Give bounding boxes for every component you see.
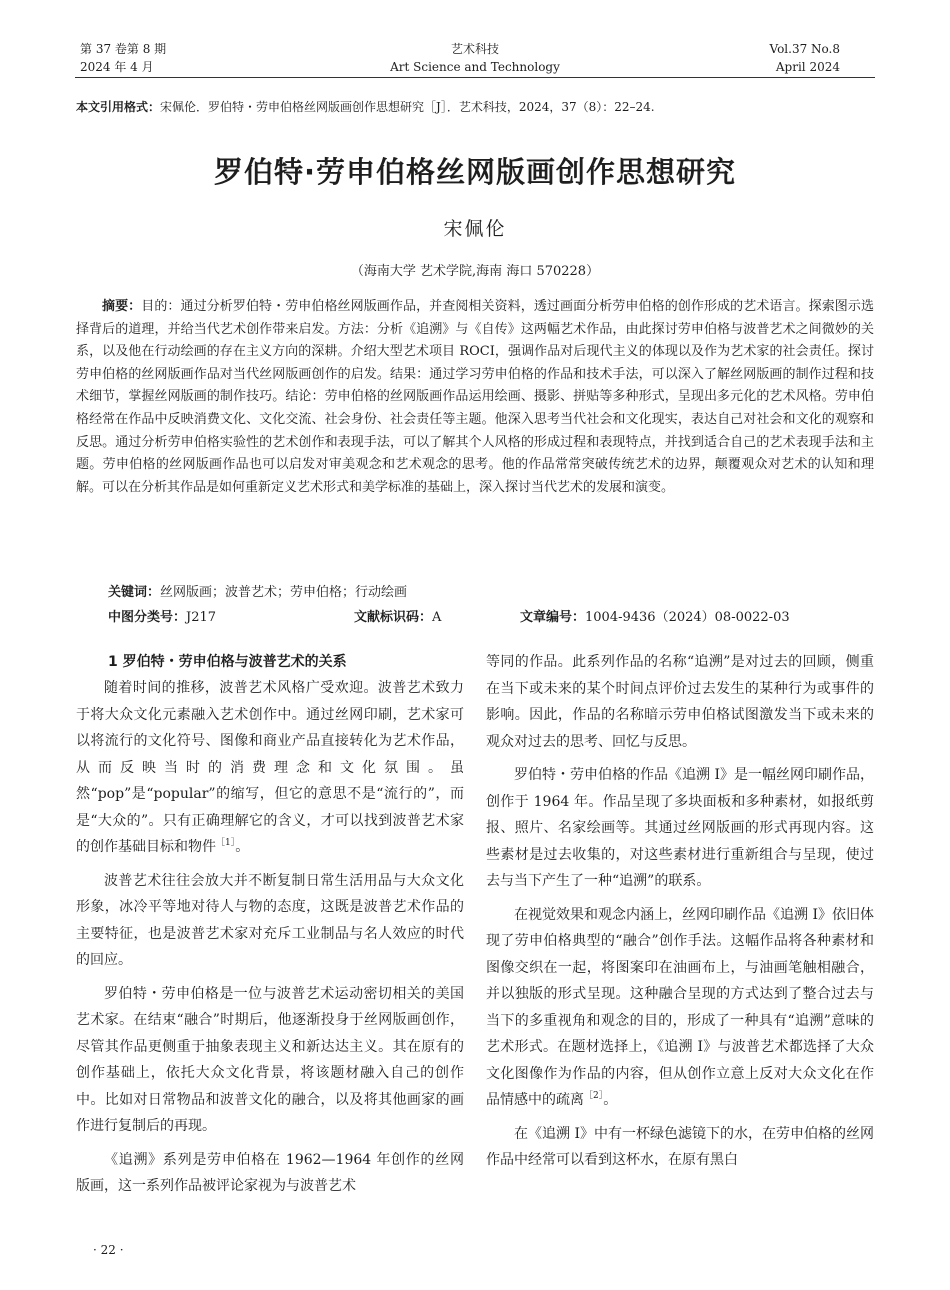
header-journal-cn: 艺术科技 — [450, 42, 499, 56]
clc-item — [108, 607, 216, 629]
body-paragraph: 罗伯特・劳申伯格的作品《追溯 I》是一幅丝网印刷作品，创作于 1964 年。作品呈现了多块面板和多种素材，如报纸剪报、照片、名家绘画等。其通过丝网版画的形式再现内容。这些素材是过去收集的，对这些素材进行重新组合与呈现，使过去与当下产生了一种“追溯”的联系。 — [486, 767, 874, 889]
section-heading: 1 罗伯特・劳申伯格与波普艺术的关系 — [108, 654, 347, 670]
article-number-label: 文章编号： — [520, 610, 586, 625]
reference-marker: ［2］ — [584, 1091, 604, 1101]
citation-line — [76, 98, 874, 116]
paper-author: 宋佩伦 — [443, 218, 507, 240]
body-paragraph: 《追溯》系列是劳申伯格在 1962—1964 年创作的丝网版画，这一系列作品被评论家视为与波普艺术 — [76, 1151, 464, 1194]
abstract — [76, 296, 874, 499]
header-journal — [375, 40, 575, 76]
abstract-text: 目的：通过分析罗伯特・劳申伯格丝网版画作品，并查阅相关资料，透过画面分析劳申伯格的创作形成的艺术语言。探索图示选择背后的道理，并给当代艺术创作带来启发。方法：分析《追溯》与《自传》这两幅艺术作品，由此探讨劳申伯格与波普艺术之间微妙的关系，以及他在行动绘画的存在主义方向的深耕。介绍大型艺术项目 ROCI，强调作品对后现代主义的体现以及作为艺术家的社会责任。探讨劳申伯格的丝网版画作品对当代丝网版画创作的启发。结果：通过学习劳申伯格的作品和技术手法，可以深入了解丝网版画的制作过程和技术细节，掌握丝网版画的制作技巧。结论：劳申伯格的丝网版画作品运用绘画、摄影、拼贴等多种形式，呈现出多元化的艺术风格。劳申伯格经常在作品中反映消费文化、文化交流、社会身份、社会责任等主题。他深入思考当代社会和文化现实，表达自己对社会和文化的观察和反思。通过分析劳申伯格实验性的艺术创作和表现手法，可以了解其个人风格的形成过程和表现特点，并找到适合自己的艺术表现手法和主题。劳申伯格的丝网版画作品也可以启发对审美观念和艺术观念的思考。他的作品常常突破传统艺术的边界，颠覆观众对艺术的认知和理解。可以在分析其作品是如何重新定义艺术形式和美学标准的基础上，深入探讨当代艺术的发展和演变。 — [76, 299, 874, 495]
body-paragraph: 在《追溯 I》中有一杯绿色滤镜下的水，在劳申伯格的丝网作品中经常可以看到这杯水，在原有黑白 — [486, 1125, 874, 1168]
header-journal-en: Art Science and Technology — [390, 60, 560, 74]
keywords — [108, 582, 874, 604]
doc-code-label: 文献标识码： — [354, 610, 433, 625]
doc-code-value: A — [432, 610, 442, 625]
body-paragraph: 波普艺术往往会放大并不断复制日常生活用品与大众文化形象，冰冷平等地对待人与物的态度，这既是波普艺术作品的主要特征，也是波普艺术家对充斥工业制品与名人效应的时代的回应。 — [76, 872, 464, 968]
paper-title: 罗伯特·劳申伯格丝网版画创作思想研究 — [213, 155, 737, 189]
body-paragraph: 等同的作品。此系列作品的名称“追溯”是对过去的回顾，侧重在当下或未来的某个时间点评价过去发生的某种行为或事件的影响。因此，作品的名称暗示劳申伯格试图激发当下或未来的观众对过去的思考、回忆与反思。 — [486, 654, 874, 750]
body-left-column — [76, 649, 464, 1207]
header-date-cn: 2024 年 4 月 — [80, 60, 154, 74]
keywords-label: 关键词： — [108, 585, 161, 600]
header-volume-en-block — [720, 40, 840, 76]
article-number-value: 1004-9436（2024）08-0022-03 — [585, 610, 790, 625]
header-volume-issue — [80, 40, 220, 76]
body-paragraph: 随着时间的推移，波普艺术风格广受欢迎。波普艺术致力于将大众文化元素融入艺术创作中。通过丝网印刷，艺术家可以将流行的文化符号、图像和商业产品直接转化为艺术作品，从而反映当时的消费理念和文化氛围。虽然“pop”是“popular”的缩写，但它的意思不是“流行的”，而是“大众的”。只有正确理解它的含义，才可以找到波普艺术家的创作基础目标和物件$^{[1]}$。 — [76, 680, 464, 855]
author-affiliation: （海南大学 艺术学院,海南 海口 570228） — [350, 264, 600, 279]
body-right-column — [486, 649, 874, 1181]
body-paragraph: 在视觉效果和观念内涵上，丝网印刷作品《追溯 I》依旧体现了劳申伯格典型的“融合”创作手法。这幅作品将各种素材和图像交织在一起，将图案印在油画布上，与油画笔触相融合，并以独版的形式呈现。这种融合呈现的方式达到了整合过去与当下的多重视角和观念的目的，形成了一种具有“追溯”意味的艺术形式。在题材选择上，《追溯 I》与波普艺术都选择了大众文化图像作为作品的内容，但从创作立意上反对大众文化在作品情感中的疏离$^{[2]}$。 — [486, 906, 874, 1108]
page-number: · 22 · — [93, 1243, 124, 1257]
citation-text: 宋佩伦．罗伯特・劳申伯格丝网版画创作思想研究［J］．艺术科技，2024，37（8）：22–24. — [160, 100, 655, 114]
header-rule — [75, 77, 875, 78]
article-number-item — [520, 607, 790, 629]
citation-label: 本文引用格式： — [76, 100, 161, 114]
keywords-text: 丝网版画；波普艺术；劳申伯格；行动绘画 — [160, 585, 408, 600]
doc-code-item — [354, 607, 441, 629]
clc-value: J217 — [186, 610, 217, 625]
body-paragraph: 罗伯特・劳申伯格是一位与波普艺术运动密切相关的美国艺术家。在结束“融合”时期后，他逐渐投身于丝网版画创作，尽管其作品更侧重于抽象表现主义和新达达主义。其在原有的创作基础上，依托大众文化背景，将该题材融入自己的创作中。比如对日常物品和波普文化的融合，以及将其他画家的画作进行复制后的再现。 — [76, 985, 464, 1134]
clc-label: 中图分类号： — [108, 610, 187, 625]
header-volume-en: Vol.37 No.8 — [769, 42, 840, 56]
reference-marker: ［1］ — [216, 838, 236, 848]
header-volume-cn: 第 37 卷第 8 期 — [80, 42, 167, 56]
abstract-label: 摘要： — [102, 299, 142, 314]
header-date-en: April 2024 — [775, 60, 840, 74]
